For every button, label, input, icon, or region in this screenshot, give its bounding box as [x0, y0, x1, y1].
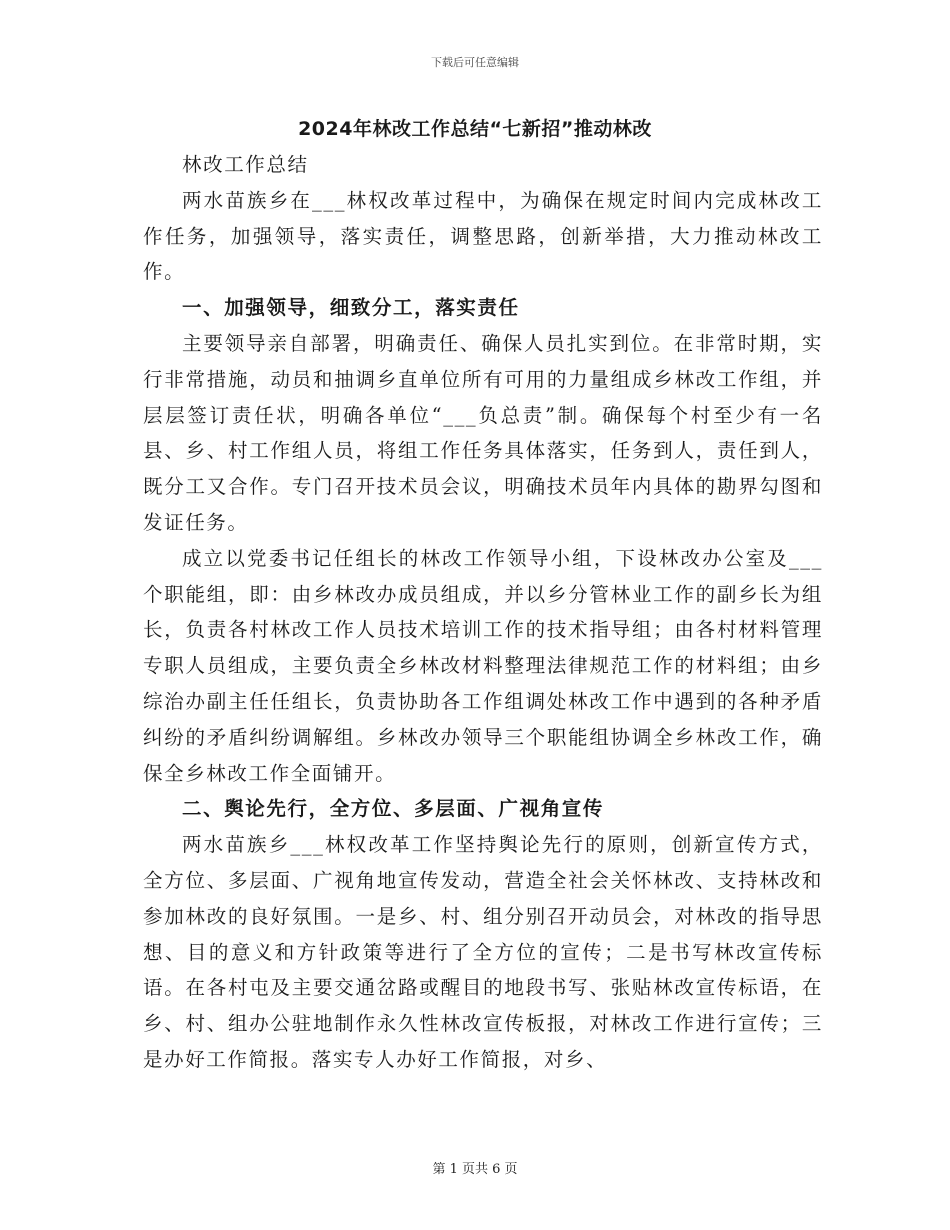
body-paragraph: 两水苗族乡在___林权改革过程中，为确保在规定时间内完成林改工作任务，加强领导，落实责任，调整思路，创新举措，大力推动林改工作。	[143, 188, 823, 284]
body-paragraph: 林改工作总结	[182, 153, 309, 176]
document-title: 2024年林改工作总结“七新招”推动林改	[298, 118, 652, 140]
document-body	[143, 147, 823, 1078]
body-paragraph: 主要领导亲自部署，明确责任、确保人员扎实到位。在非常时期，实行非常措施，动员和抽调乡直单位所有可用的力量组成乡林改工作组，并层层签订责任状，明确各单位“___负总责”制。确保每个村至少有一名县、乡、村工作组人员，将组工作任务具体落实，任务到人，责任到人，既分工又合作。专门召开技术员会议，明确技术员年内具体的勘界勾图和发证任务。	[143, 331, 823, 534]
section-heading: 一、加强领导，细致分工，落实责任	[182, 296, 520, 320]
body-paragraph: 成立以党委书记任组长的林改工作领导小组，下设林改办公室及___个职能组，即：由乡林改办成员组成，并以乡分管林业工作的副乡长为组长，负责各村林改工作人员技术培训工作的技术指导组；由各村材料管理专职人员组成，主要负责全乡林改材料整理法律规范工作的材料组；由乡综治办副主任任组长，负责协助各工作组调处林改工作中遇到的各种矛盾纠纷的矛盾纠纷调解组。乡林改办领导三个职能组协调全乡林改工作，确保全乡林改工作全面铺开。	[143, 546, 823, 785]
page-number: 第 1 页共 6 页	[432, 1162, 518, 1177]
download-note: 下载后可任意编辑	[431, 56, 519, 69]
body-paragraph: 两水苗族乡___林权改革工作坚持舆论先行的原则，创新宣传方式，全方位、多层面、广视角地宣传发动，营造全社会关怀林改、支持林改和参加林改的良好氛围。一是乡、村、组分别召开动员会，对林改的指导思想、目的意义和方针政策等进行了全方位的宣传；二是书写林改宣传标语。在各村屯及主要交通岔路或醒目的地段书写、张贴林改宣传标语，在乡、村、组办公驻地制作永久性林改宣传板报，对林改工作进行宣传；三是办好工作简报。落实专人办好工作简报，对乡、	[143, 833, 823, 1071]
section-heading: 二、舆论先行，全方位、多层面、广视角宣传	[182, 797, 605, 821]
